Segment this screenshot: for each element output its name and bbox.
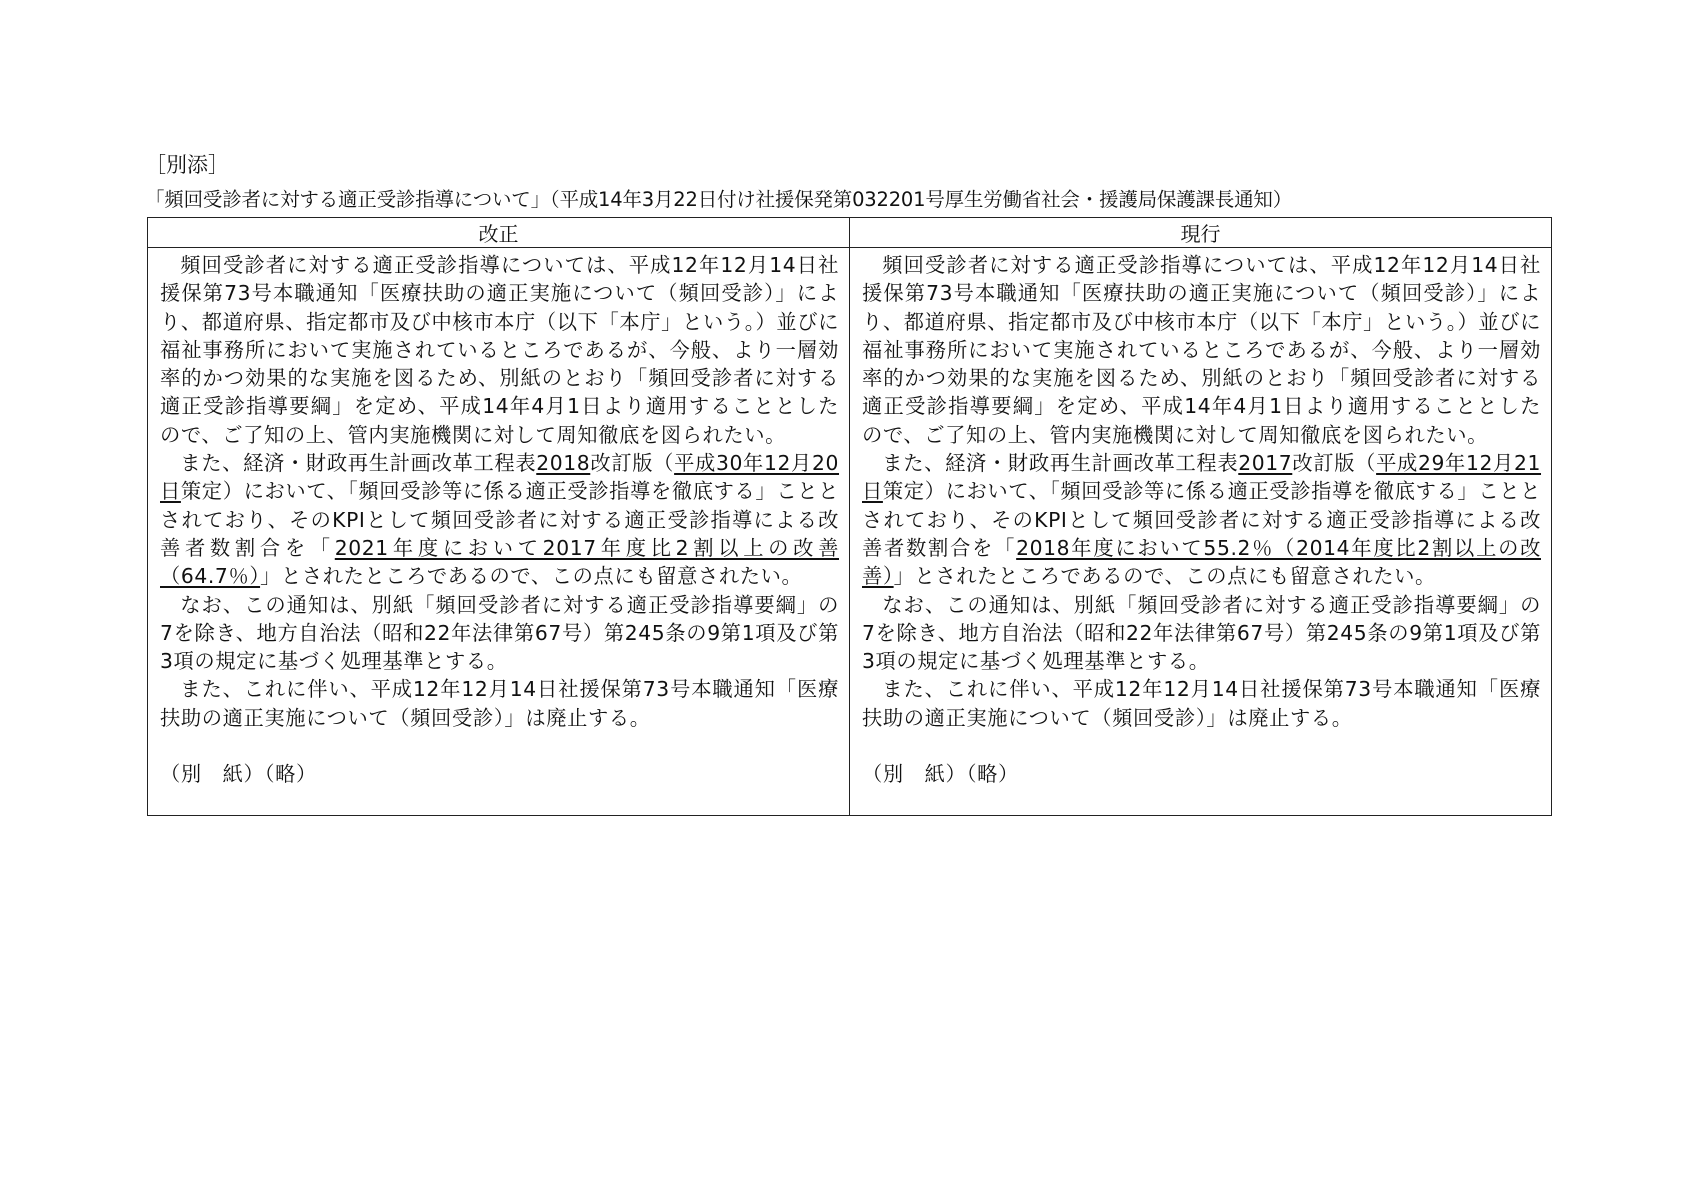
revised-paragraph-1: 頻回受診者に対する適正受診指導については、平成12年12月14日社援保第73号本職通知「医療扶助の適正実施について（頻回受診）」により、都道府県、指定都市及び中核市本庁（以下「本庁」という。）並びに福祉事務所において実施されているところであるが、今般、より一層効率的かつ効果的な実施を図るため、別紙のとおり「頻回受診者に対する適正受診指導要綱」を定め、平成14年4月1日より適用することとしたので、ご了知の上、管内実施機関に対して周知徹底を図られたい。 bbox=[160, 253, 839, 447]
current-p2-underline-year: 2017 bbox=[1238, 451, 1293, 476]
current-attachment-note: （別 紙）（略） bbox=[862, 762, 1019, 787]
revised-p2-text-g: 」とされたところであるので、この点にも留意されたい。 bbox=[260, 564, 803, 589]
current-column bbox=[850, 248, 1552, 816]
current-paragraph-3: なお、この通知は、別紙「頻回受診者に対する適正受診指導要綱」の7を除き、地方自治法（昭和22年法律第67号）第245条の9第1項及び第3項の規定に基づく処理基準とする。 bbox=[862, 592, 1541, 674]
document-title: 「頻回受診者に対する適正受診指導について」（平成14年3月22日付け社援保発第032201号厚生労働省社会・援護局保護課長通知） bbox=[145, 188, 1293, 211]
spacer bbox=[862, 732, 1541, 760]
current-paragraph-1: 頻回受診者に対する適正受診指導については、平成12年12月14日社援保第73号本職通知「医療扶助の適正実施について（頻回受診）」により、都道府県、指定都市及び中核市本庁（以下「本庁」という。）並びに福祉事務所において実施されているところであるが、今般、より一層効率的かつ効果的な実施を図るため、別紙のとおり「頻回受診者に対する適正受診指導要綱」を定め、平成14年4月1日より適用することとしたので、ご了知の上、管内実施機関に対して周知徹底を図られたい。 bbox=[862, 253, 1541, 447]
revised-p2-underline-year: 2018 bbox=[536, 451, 591, 476]
current-paragraph-2 bbox=[862, 449, 1541, 590]
current-p2-underline-target: 2018年度において55.2％（2014年度比2割以上の改善） bbox=[862, 535, 1541, 589]
revised-p2-text-c: 改訂版（ bbox=[590, 451, 675, 476]
revised-column bbox=[148, 248, 850, 816]
revised-p2-underline-target: 2021年度において2017年度比2割以上の改善（64.7％） bbox=[160, 535, 839, 589]
revised-p2-text-a: また、経済・財政再生計画改革工程表 bbox=[180, 451, 537, 476]
annex-label: ［別添］ bbox=[145, 153, 229, 177]
current-p2-underline-date: 平成29年12月21日 bbox=[862, 451, 1542, 504]
revised-p2-text-e: 策定）において、「頻回受診等に係る適正受診指導を徹底する」こととされており、そのKPIとして頻回受診者に対する適正受診指導による改善者数割合を「 bbox=[160, 479, 839, 560]
current-p2-text-e: 策定）において、「頻回受診等に係る適正受診指導を徹底する」こととされており、そのKPIとして頻回受診者に対する適正受診指導による改善者数割合を「 bbox=[862, 479, 1541, 560]
table-row bbox=[148, 248, 1552, 816]
revised-paragraph-4: また、これに伴い、平成12年12月14日社援保第73号本職通知「医療扶助の適正実施について（頻回受診）」は廃止する。 bbox=[160, 677, 839, 730]
header-current: 現行 bbox=[850, 218, 1552, 248]
comparison-table bbox=[147, 217, 1552, 816]
revised-attachment-note: （別 紙）（略） bbox=[160, 762, 317, 787]
revised-p2-underline-date: 平成30年12月20日 bbox=[160, 451, 840, 504]
current-p2-text-g: 」とされたところであるので、この点にも留意されたい。 bbox=[893, 564, 1436, 589]
current-paragraph-4: また、これに伴い、平成12年12月14日社援保第73号本職通知「医療扶助の適正実施について（頻回受診）」は廃止する。 bbox=[862, 677, 1541, 730]
revised-paragraph-2 bbox=[160, 449, 839, 590]
spacer bbox=[160, 732, 839, 760]
current-p2-text-c: 改訂版（ bbox=[1292, 451, 1377, 476]
table-header-row bbox=[148, 218, 1552, 248]
current-p2-text-a: また、経済・財政再生計画改革工程表 bbox=[882, 451, 1239, 476]
revised-paragraph-3: なお、この通知は、別紙「頻回受診者に対する適正受診指導要綱」の7を除き、地方自治法（昭和22年法律第67号）第245条の9第1項及び第3項の規定に基づく処理基準とする。 bbox=[160, 592, 839, 674]
header-revised: 改正 bbox=[148, 218, 850, 248]
